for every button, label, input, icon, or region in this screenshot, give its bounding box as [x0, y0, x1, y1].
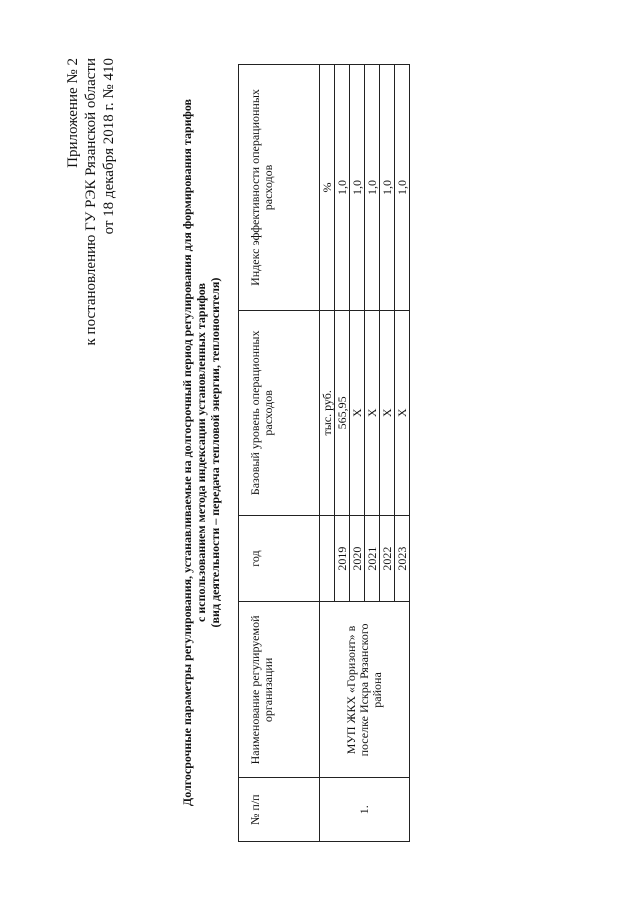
cell-row-num: 1.	[320, 778, 410, 842]
header-org: Наименование регулируемой организации	[239, 602, 320, 778]
table-header-row	[239, 65, 320, 842]
cell-base: X	[380, 310, 395, 515]
cell-base: 565,95	[335, 310, 350, 515]
appendix-block	[64, 58, 118, 345]
header-base: Базовый уровень операционных расходов	[239, 310, 320, 515]
units-row	[320, 65, 335, 842]
document-heading	[180, 60, 222, 845]
appendix-title: Приложение № 2	[65, 58, 81, 168]
cell-base: X	[395, 310, 410, 515]
cell-base: X	[350, 310, 365, 515]
appendix-date: от 18 декабря 2018 г. № 410	[101, 58, 117, 235]
header-year: год	[239, 515, 320, 602]
cell-year: 2019	[335, 515, 350, 602]
cell-index: 1,0	[380, 65, 395, 311]
parameters-table	[238, 64, 410, 842]
cell-index: 1,0	[350, 65, 365, 311]
cell-index: 1,0	[395, 65, 410, 311]
cell-year: 2020	[350, 515, 365, 602]
header-index: Индекс эффективности операционных расходов	[239, 65, 320, 311]
cell-year: 2022	[380, 515, 395, 602]
cell-index: 1,0	[365, 65, 380, 311]
cell-year: 2021	[365, 515, 380, 602]
heading-line-1: Долгосрочные параметры регулирования, устанавливаемые на долгосрочный период регулирования для формирования тарифов	[180, 98, 194, 807]
cell-unit-index: %	[320, 65, 335, 311]
cell-unit-base: тыс. руб.	[320, 310, 335, 515]
heading-line-3: (вид деятельности – передача тепловой энергии, теплоносителя)	[208, 277, 222, 628]
cell-org-name: МУП ЖКХ «Горизонт» в поселке Искра Рязанского района	[320, 602, 410, 778]
cell-base: X	[365, 310, 380, 515]
cell-year-empty	[320, 515, 335, 602]
header-num: № п/п	[239, 778, 320, 842]
heading-line-2: с использованием метода индексации установленных тарифов	[194, 283, 208, 622]
cell-year: 2023	[395, 515, 410, 602]
cell-index: 1,0	[335, 65, 350, 311]
appendix-resolution: к постановлению ГУ РЭК Рязанской области	[83, 58, 99, 346]
